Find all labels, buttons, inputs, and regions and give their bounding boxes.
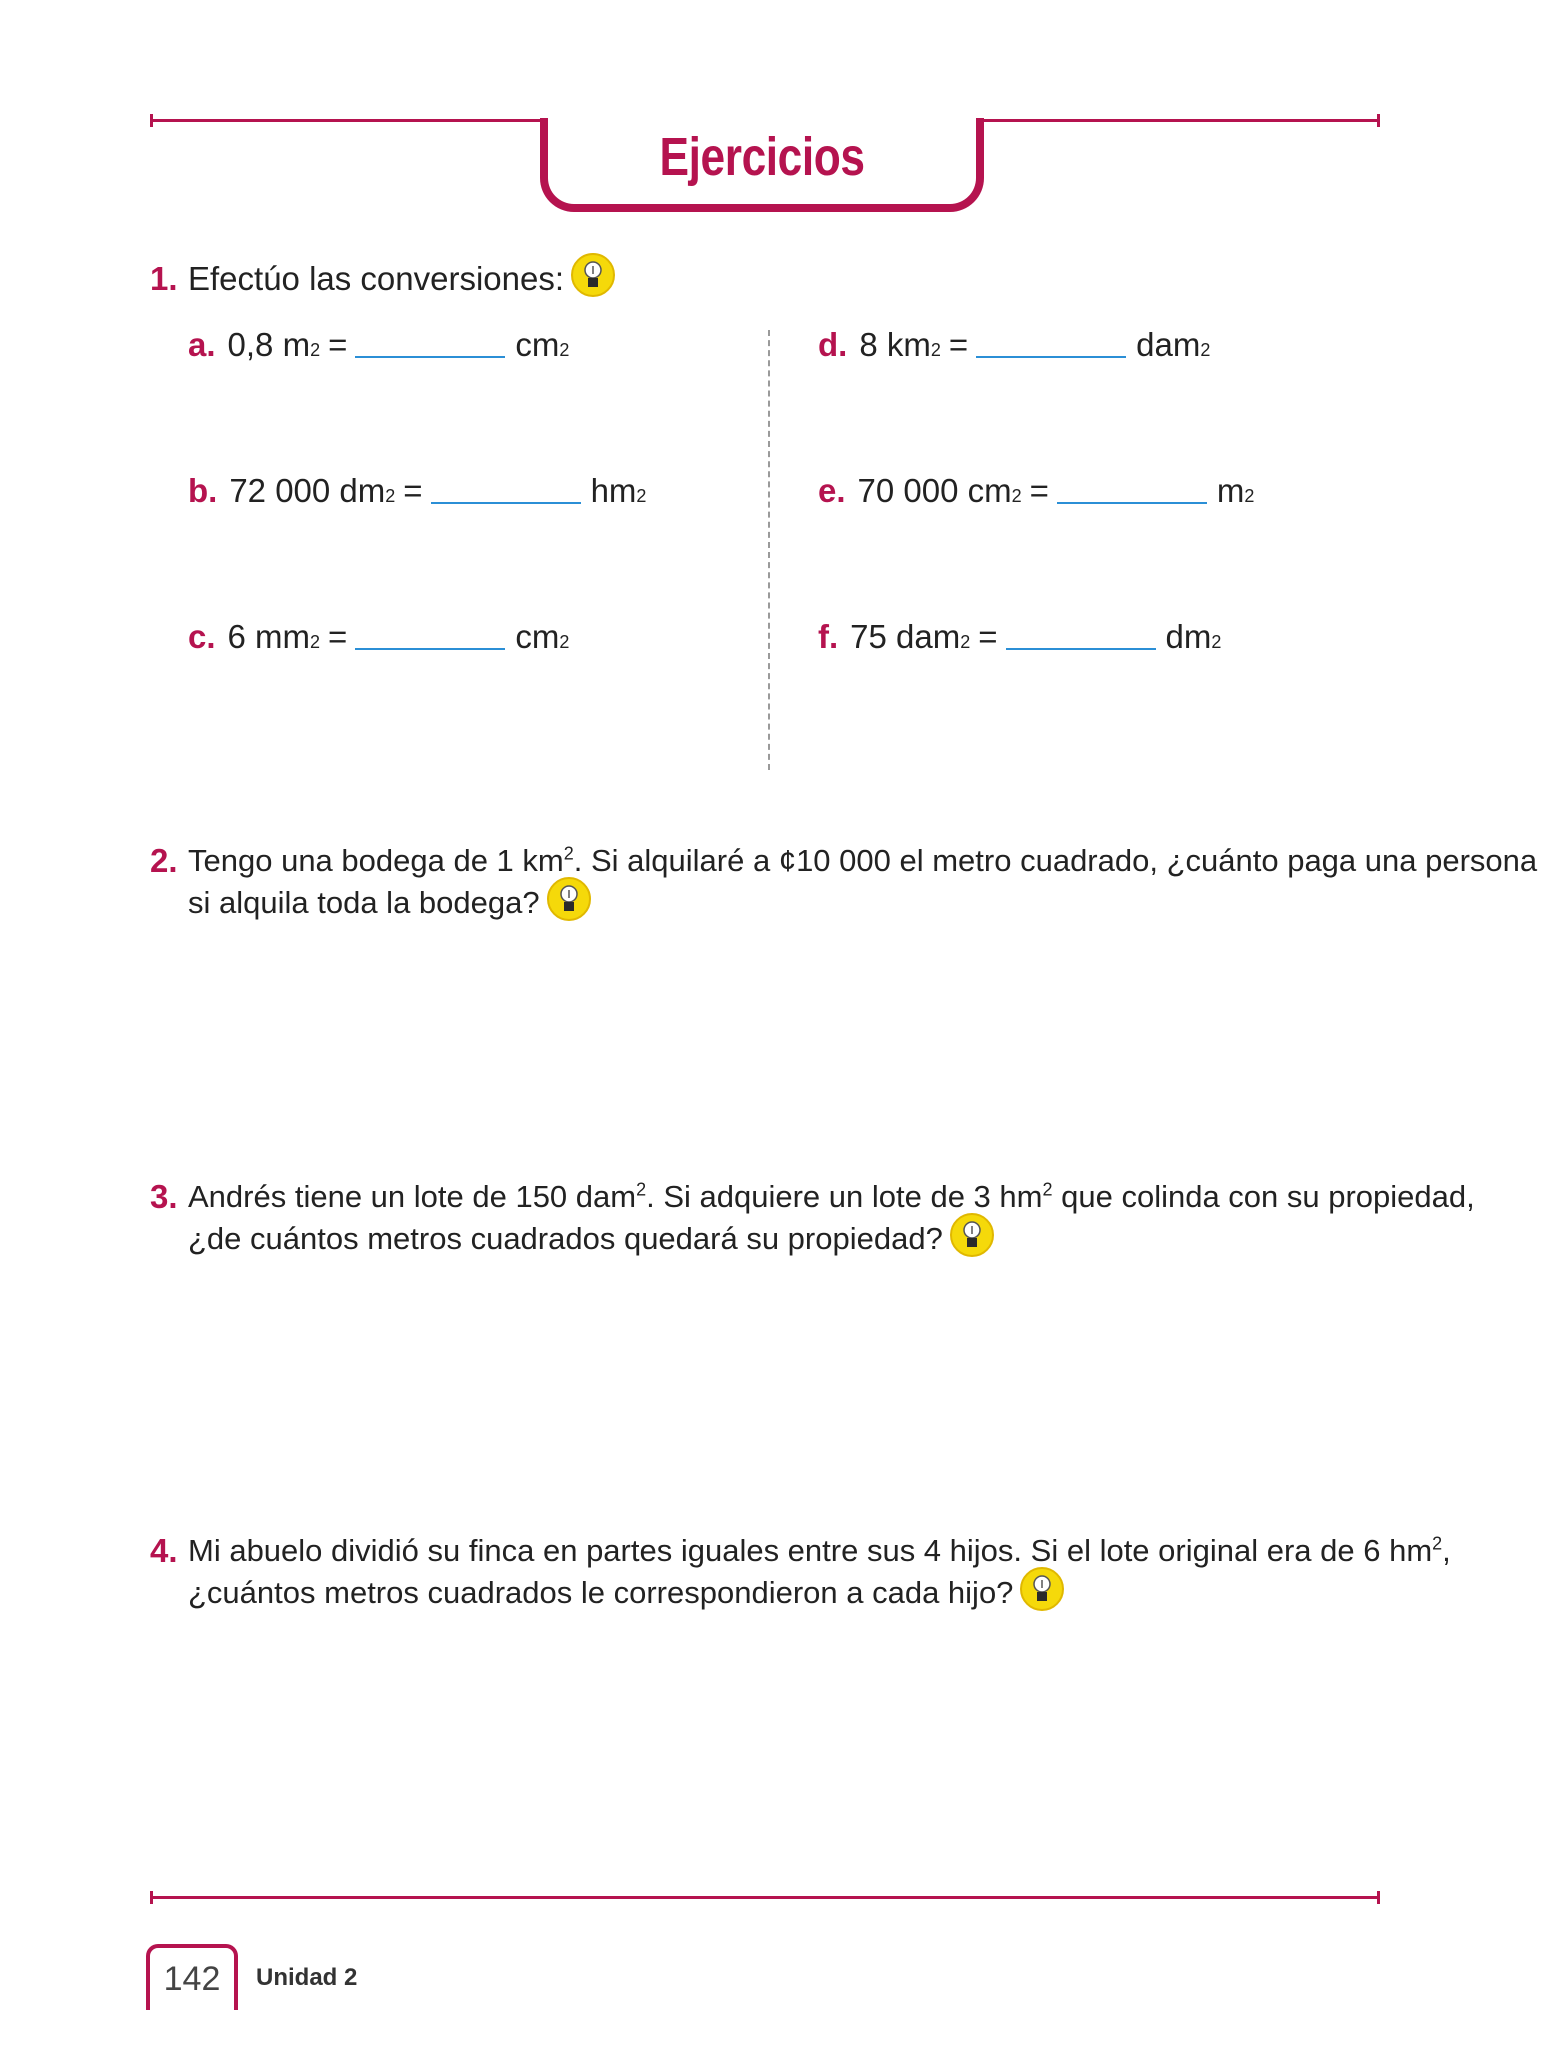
q1-number: 1.: [150, 260, 178, 297]
item-letter: b.: [188, 472, 218, 509]
page-number: 142: [146, 1944, 238, 2010]
item-unit: cm: [515, 326, 560, 363]
page-title: Ejercicios: [659, 127, 865, 187]
q2-text-part: . Si alquilaré a ¢10 000 el metro cuadrado, ¿cuánto paga una persona: [573, 843, 1538, 878]
q2-line1: [188, 840, 1537, 882]
q1-item-d: d. 8 km 2 = dam 2: [818, 324, 1210, 366]
item-letter: a.: [188, 326, 216, 363]
superscript: 2: [563, 843, 574, 864]
equals-sign: =: [403, 472, 423, 509]
item-unit: cm: [515, 618, 560, 655]
item-lhs: 0,8 m: [227, 326, 311, 363]
q1-item-e: e. 70 000 cm 2 = m 2: [818, 470, 1254, 512]
item-lhs: 8 km: [859, 326, 931, 363]
q3-text-part: ¿de cuántos metros cuadrados quedará su propiedad?: [188, 1221, 943, 1257]
q4-text-part: Mi abuelo dividió su finca en partes iguales entre sus 4 hijos. Si el lote original era de 6 hm: [188, 1533, 1433, 1568]
q4-line2: [188, 1572, 1065, 1618]
item-unit: dam: [1136, 326, 1201, 363]
q3-text-part: . Si adquiere un lote de 3 hm: [646, 1179, 1043, 1214]
q4-line1: [188, 1530, 1451, 1572]
q3-line1: [188, 1176, 1475, 1218]
q2-number: 2.: [150, 842, 178, 879]
q4-text-part: ¿cuántos metros cuadrados le correspondieron a cada hijo?: [188, 1575, 1014, 1611]
answer-blank[interactable]: [355, 356, 505, 358]
lightbulb-icon: [546, 876, 592, 922]
equals-sign: =: [1029, 472, 1049, 509]
q1-item-b: b. 72 000 dm 2 = hm 2: [188, 470, 646, 512]
q2-text-part: Tengo una bodega de 1 km: [188, 843, 564, 878]
q3-text-part: Andrés tiene un lote de 150 dam: [188, 1179, 637, 1214]
lightbulb-icon: [949, 1212, 995, 1258]
column-divider: [768, 330, 770, 770]
unit-label: Unidad 2: [256, 1964, 358, 1991]
item-lhs: 6 mm: [227, 618, 311, 655]
q1-text: Efectúo las conversiones:: [188, 260, 565, 297]
item-letter: f.: [818, 618, 839, 655]
superscript: 2: [1432, 1533, 1443, 1554]
q3-text-part: que colinda con su propiedad,: [1052, 1179, 1475, 1214]
answer-blank[interactable]: [976, 356, 1126, 358]
item-unit: dm: [1165, 618, 1212, 655]
equals-sign: =: [328, 618, 348, 655]
item-unit: hm: [590, 472, 637, 509]
item-letter: e.: [818, 472, 846, 509]
equals-sign: =: [328, 326, 348, 363]
answer-blank[interactable]: [1057, 502, 1207, 504]
lightbulb-icon: [570, 252, 616, 298]
q4-number: 4.: [150, 1532, 178, 1569]
q2-line2: [188, 882, 592, 928]
q4-text-part: ,: [1442, 1533, 1451, 1568]
q1-text-line: [188, 258, 616, 304]
q3-line2: [188, 1218, 995, 1264]
answer-blank[interactable]: [355, 648, 505, 650]
item-lhs: 70 000 cm: [857, 472, 1012, 509]
lightbulb-icon: [1019, 1566, 1065, 1612]
bottom-rule: [150, 1896, 1380, 1899]
item-letter: d.: [818, 326, 848, 363]
q1-item-f: f. 75 dam 2 = dm 2: [818, 616, 1221, 658]
item-unit: m: [1216, 472, 1245, 509]
answer-blank[interactable]: [1006, 648, 1156, 650]
answer-blank[interactable]: [431, 502, 581, 504]
q1-item-c: c. 6 mm 2 = cm 2: [188, 616, 569, 658]
superscript: 2: [636, 1179, 647, 1200]
q1-item-a: a. 0,8 m 2 = cm 2: [188, 324, 569, 366]
item-lhs: 72 000 dm: [229, 472, 386, 509]
superscript: 2: [1042, 1179, 1053, 1200]
equals-sign: =: [948, 326, 969, 363]
item-letter: c.: [188, 618, 216, 655]
equals-sign: =: [978, 618, 998, 655]
item-lhs: 75 dam: [850, 618, 961, 655]
q2-text-part: si alquila toda la bodega?: [188, 885, 540, 921]
title-tab: [540, 118, 984, 212]
q3-number: 3.: [150, 1178, 178, 1215]
